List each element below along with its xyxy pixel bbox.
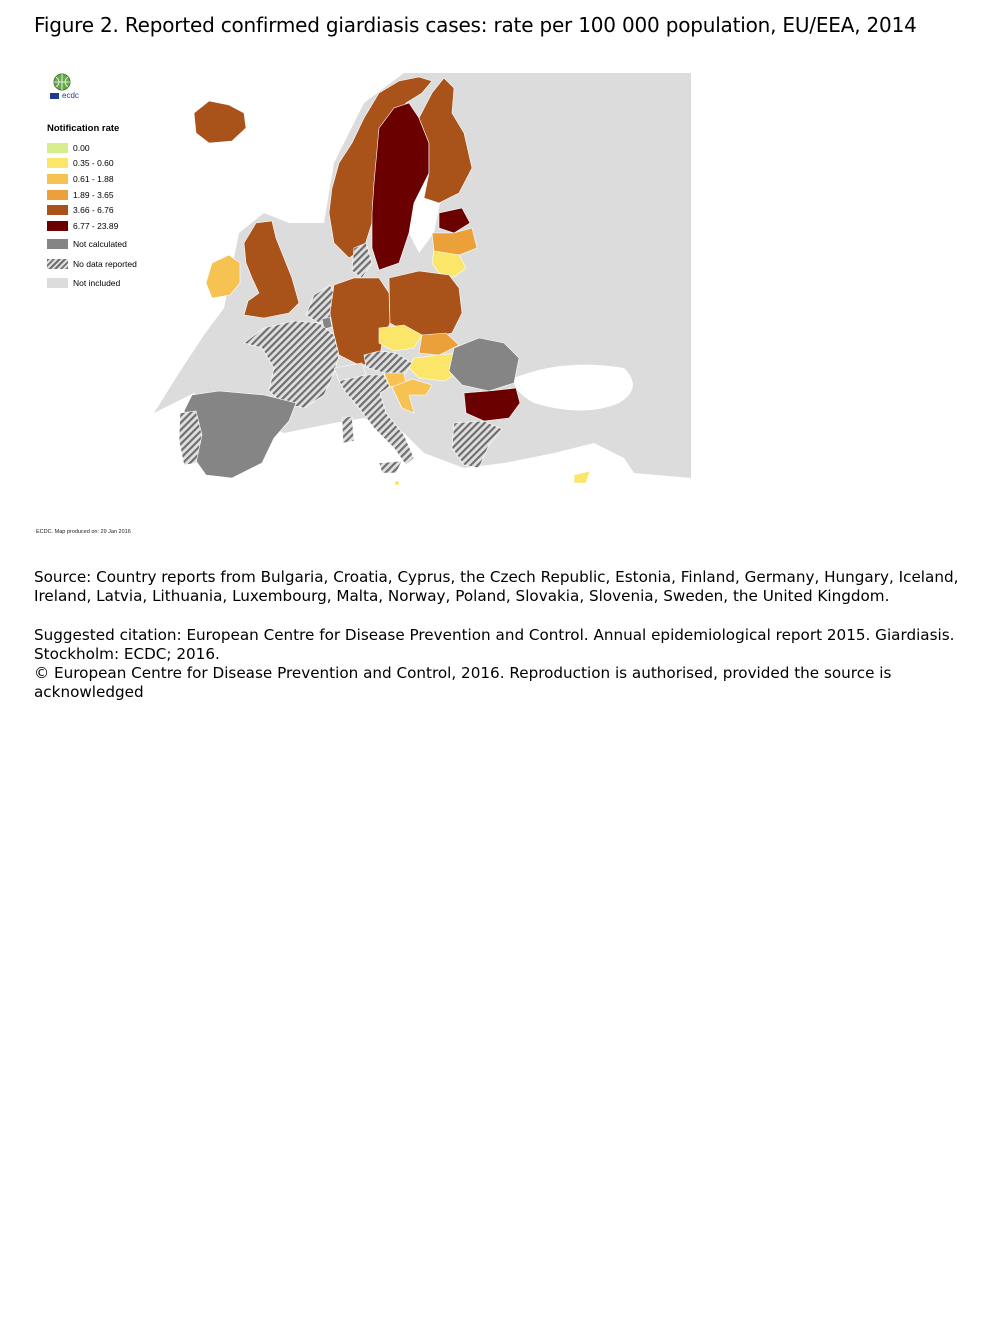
legend-item <box>47 236 137 254</box>
legend-label: 6.77 - 23.89 <box>73 220 119 231</box>
legend-swatch <box>47 221 68 231</box>
legend-item <box>47 140 137 156</box>
legend-item <box>47 171 137 187</box>
legend-item <box>47 275 137 293</box>
legend-label: 0.61 - 1.88 <box>73 173 114 184</box>
figure-title: Figure 2. Reported confirmed giardiasis cases: rate per 100 000 population, EU/EEA, 2014 <box>34 13 917 37</box>
legend-swatch <box>47 259 68 269</box>
region-malta <box>395 481 399 485</box>
legend-item <box>47 202 137 218</box>
citation-line-2: Stockholm: ECDC; 2016. <box>34 645 220 663</box>
choropleth-map <box>34 73 691 537</box>
legend-label: No data reported <box>73 258 137 269</box>
logo-text: ecdc <box>62 91 79 100</box>
legend-swatch <box>47 190 68 200</box>
legend-swatch <box>47 174 68 184</box>
map-credit: ECDC. Map produced on: 29 Jan 2016 <box>36 529 131 535</box>
citation-block <box>34 626 974 702</box>
copyright-line: © European Centre for Disease Prevention and Control, 2016. Reproduction is authorised, provided the source is acknowledged <box>34 664 892 701</box>
legend-item <box>47 156 137 172</box>
legend-item <box>47 255 137 273</box>
legend-label: 0.00 <box>73 142 90 153</box>
legend-swatch <box>47 205 68 215</box>
legend-swatch <box>47 278 68 288</box>
legend-swatch <box>47 158 68 168</box>
legend-label: 3.66 - 6.76 <box>73 205 114 216</box>
citation-line-1: Suggested citation: European Centre for Disease Prevention and Control. Annual epidemiological report 2015. Giardiasis. <box>34 626 955 644</box>
legend-title: Notification rate <box>47 123 120 134</box>
legend-item <box>47 187 137 203</box>
legend-swatch <box>47 239 68 249</box>
legend-item <box>47 218 137 234</box>
legend-label: Not calculated <box>73 239 127 250</box>
source-note: Source: Country reports from Bulgaria, Croatia, Cyprus, the Czech Republic, Estonia, Finland, Germany, Hungary, Iceland, Ireland, Latvia, Lithuania, Luxembourg, Malta, Norway, Poland, Slovakia, Slovenia, Sweden, the United Kingdom. <box>34 568 959 605</box>
legend-swatch <box>47 143 68 153</box>
legend-label: 0.35 - 0.60 <box>73 158 114 169</box>
map-legend <box>47 123 137 292</box>
ecdc-logo <box>48 73 88 107</box>
legend-label: 1.89 - 3.65 <box>73 189 114 200</box>
region-sardinia <box>342 416 354 443</box>
legend-label: Not included <box>73 278 121 289</box>
